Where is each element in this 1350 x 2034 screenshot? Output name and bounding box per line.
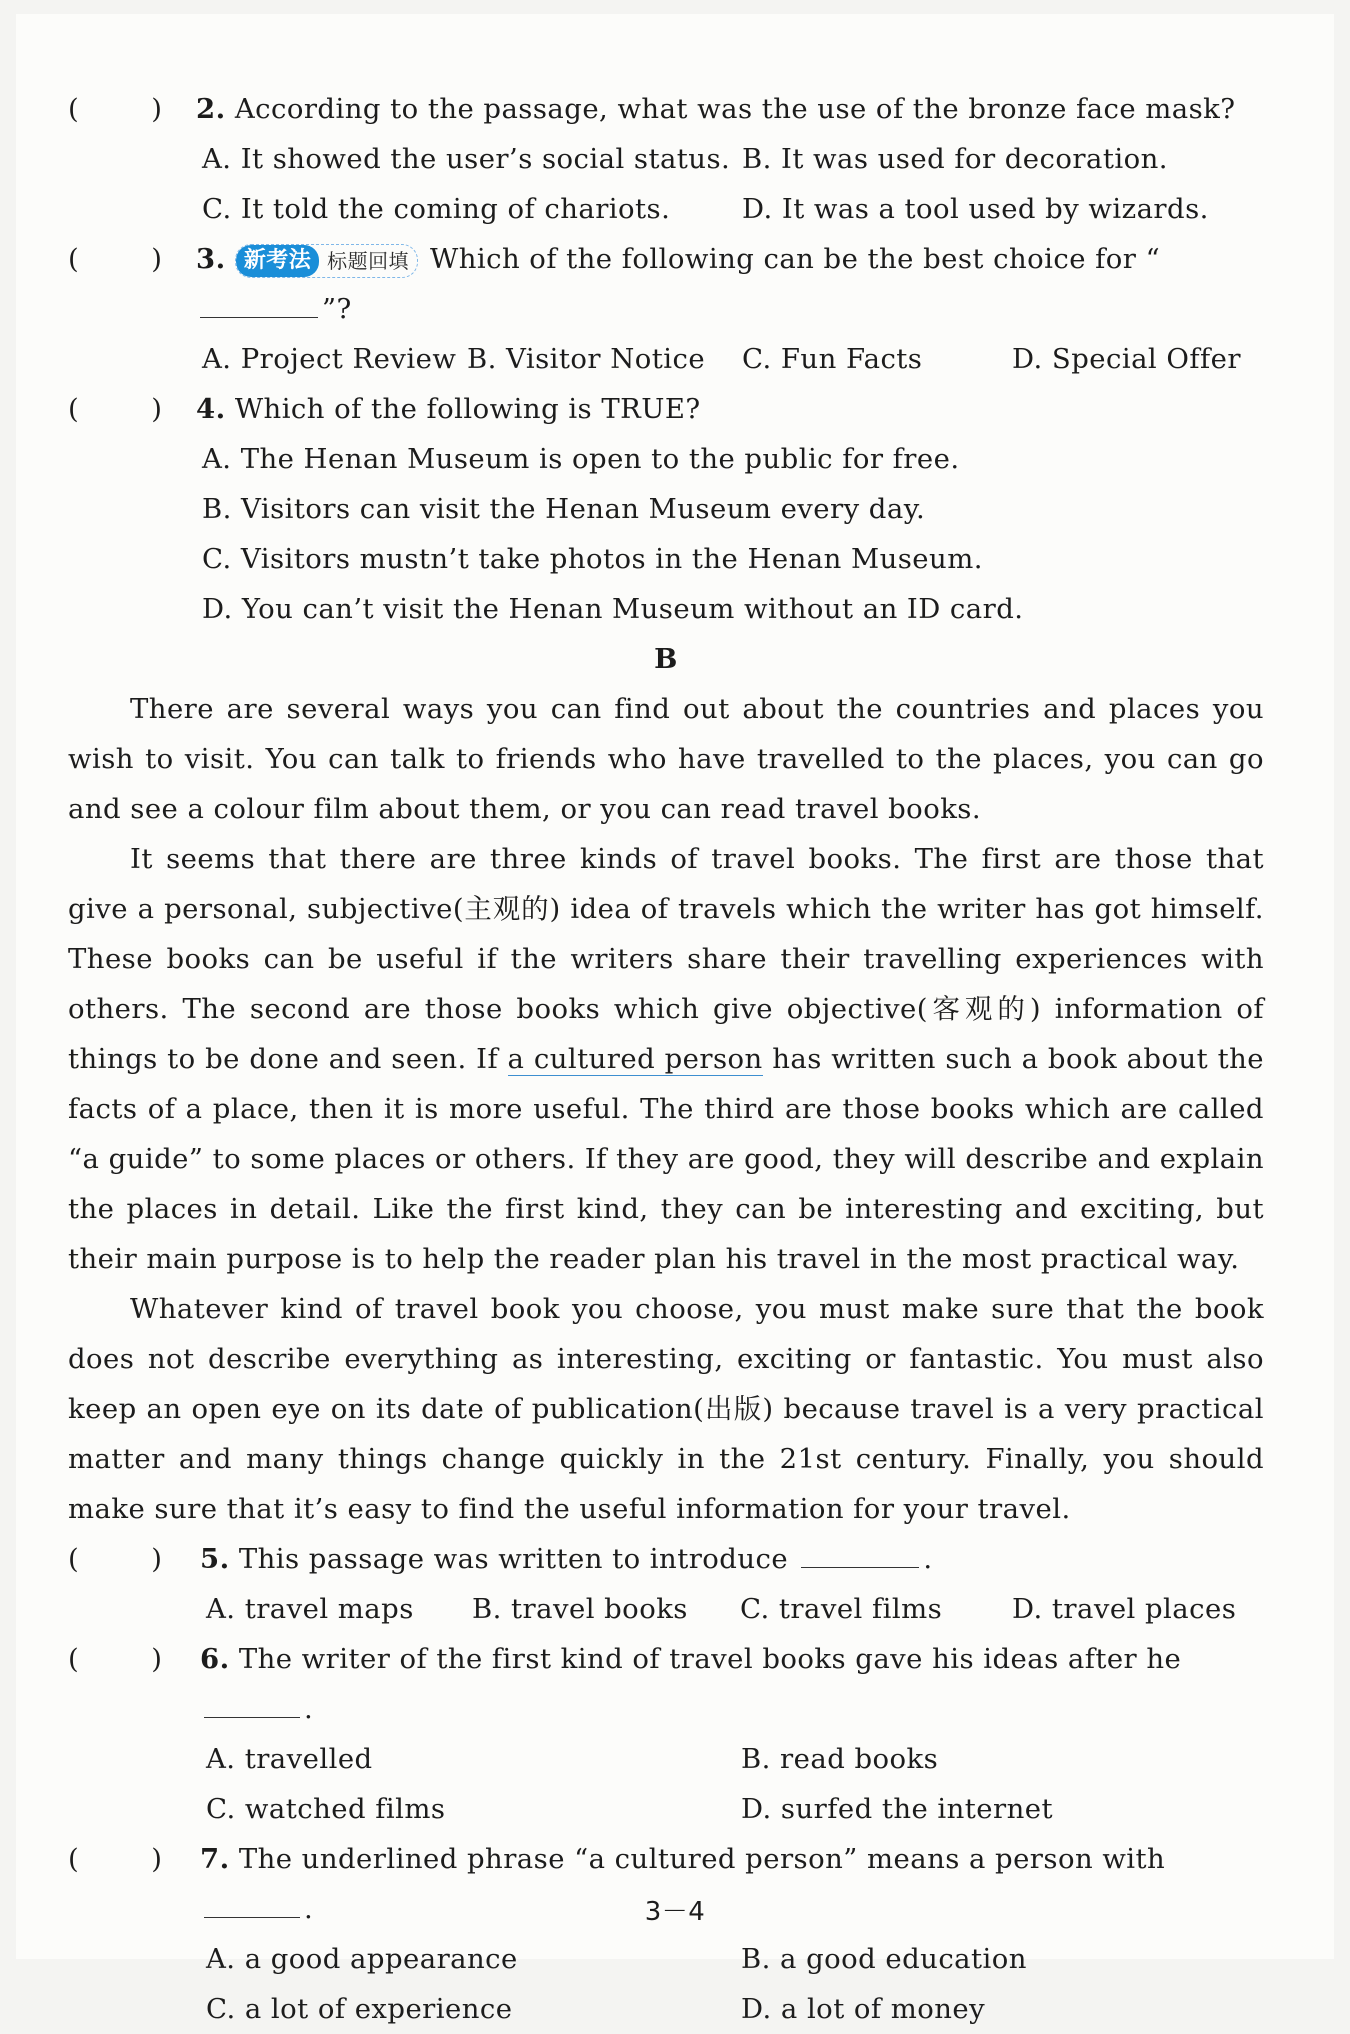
question-stem: The writer of the first kind of travel books gave his ideas after he xyxy=(238,1643,1182,1675)
options-4 xyxy=(68,434,1264,634)
question-number: 2. xyxy=(196,93,226,125)
question-stem: The underlined phrase “a cultured person” means a person with xyxy=(238,1843,1166,1875)
answer-bracket[interactable]: ( ) xyxy=(68,1843,163,1875)
option-b[interactable]: B. a good education xyxy=(741,1943,1027,1975)
options-7 xyxy=(68,1934,1264,2034)
option-d[interactable]: D. You can’t visit the Henan Museum without an ID card. xyxy=(202,593,1024,625)
option-b[interactable]: B. travel books xyxy=(472,1593,688,1625)
option-c[interactable]: C. Fun Facts xyxy=(742,343,923,375)
question-stem: According to the passage, what was the use of the bronze face mask? xyxy=(234,93,1236,125)
new-method-tag: 新考法 标题回填 xyxy=(235,244,418,278)
question-number: 4. xyxy=(196,393,226,425)
answer-bracket[interactable]: ( ) xyxy=(68,243,163,275)
option-c[interactable]: C. Visitors mustn’t take photos in the Henan Museum. xyxy=(202,543,983,575)
section-title: B xyxy=(654,643,678,675)
options-2 xyxy=(68,134,1264,234)
answer-bracket[interactable]: ( ) xyxy=(68,1543,163,1575)
options-6 xyxy=(68,1734,1264,1834)
option-a[interactable]: A. Project Review xyxy=(202,343,457,375)
underlined-phrase: a cultured person xyxy=(507,1043,763,1075)
option-c[interactable]: C. It told the coming of chariots. xyxy=(202,193,671,225)
answer-bracket[interactable]: ( ) xyxy=(68,1643,163,1675)
option-a[interactable]: A. The Henan Museum is open to the public for free. xyxy=(202,443,960,475)
answer-blank[interactable] xyxy=(801,1537,919,1568)
page-number: 3－4 xyxy=(644,1897,706,1927)
option-c[interactable]: C. a lot of experience xyxy=(206,1993,513,2025)
option-b[interactable]: B. It was used for decoration. xyxy=(742,143,1168,175)
option-d[interactable]: D. It was a tool used by wizards. xyxy=(742,193,1209,225)
question-3: ( ) 3. 新考法 标题回填 Which of the following can be the best choice for “”? xyxy=(68,234,1264,334)
passage-paragraph-2: It seems that there are three kinds of travel books. The first are those that give a personal, subjective(主观的) idea of travels which the writer has got himself. These books can be useful if the writers share their travelling experiences with others. The second are those books which give objective(客观的) information of things to be done and seen. If a cultured person has written such a book about the facts of a place, then it is more useful. The third are those books which are called “a guide” to some places or others. If they are good, they will describe and explain the places in detail. Like the first kind, they can be interesting and exciting, but their main purpose is to help the reader plan his travel in the most practical way. xyxy=(68,843,1264,1275)
answer-blank[interactable] xyxy=(204,1687,300,1718)
option-b[interactable]: B. Visitors can visit the Henan Museum every day. xyxy=(202,493,926,525)
worksheet-page xyxy=(16,14,1334,2025)
passage-paragraph-1: There are several ways you can find out about the countries and places you wish to visit. You can talk to friends who have travelled to the places, you can go and see a colour film about them, or you can read travel books. xyxy=(68,693,1264,825)
question-number: 7. xyxy=(200,1843,230,1875)
question-4 xyxy=(68,384,1264,434)
option-a[interactable]: A. travelled xyxy=(206,1743,373,1775)
question-number: 3. xyxy=(196,243,226,275)
option-a[interactable]: A. travel maps xyxy=(206,1593,414,1625)
option-b[interactable]: B. Visitor Notice xyxy=(467,343,706,375)
question-7: ( ) 7. The underlined phrase “a cultured person” means a person with . xyxy=(68,1834,1264,1934)
question-6: ( ) 6. The writer of the first kind of travel books gave his ideas after he . xyxy=(68,1634,1264,1734)
option-a[interactable]: A. a good appearance xyxy=(206,1943,518,1975)
question-2 xyxy=(68,84,1264,134)
question-stem: Which of the following is TRUE? xyxy=(234,393,701,425)
passage-paragraph-3: Whatever kind of travel book you choose, you must make sure that the book does not describe everything as interesting, exciting or fantastic. You must also keep an open eye on its date of publication(出版) because travel is a very practical matter and many things change quickly in the 21st century. Finally, you should make sure that it’s easy to find the useful information for your travel. xyxy=(68,1293,1264,1525)
question-5: ( ) 5. This passage was written to introduce . xyxy=(68,1534,1264,1584)
answer-bracket[interactable]: ( ) xyxy=(68,393,163,425)
question-number: 6. xyxy=(200,1643,230,1675)
answer-blank[interactable] xyxy=(200,287,318,318)
options-3 xyxy=(68,334,1264,384)
answer-bracket[interactable]: ( ) xyxy=(68,93,163,125)
option-d[interactable]: D. travel places xyxy=(1012,1593,1237,1625)
question-stem: This passage was written to introduce xyxy=(238,1543,789,1575)
option-d[interactable]: D. surfed the internet xyxy=(741,1793,1054,1825)
option-d[interactable]: D. a lot of money xyxy=(741,1993,986,2025)
question-number: 5. xyxy=(200,1543,230,1575)
option-b[interactable]: B. read books xyxy=(741,1743,939,1775)
question-stem: Which of the following can be the best choice for “ xyxy=(429,243,1161,275)
options-5 xyxy=(68,1584,1264,1634)
option-c[interactable]: C. watched films xyxy=(206,1793,446,1825)
option-c[interactable]: C. travel films xyxy=(740,1593,943,1625)
option-d[interactable]: D. Special Offer xyxy=(1012,343,1241,375)
option-a[interactable]: A. It showed the user’s social status. xyxy=(202,143,731,175)
